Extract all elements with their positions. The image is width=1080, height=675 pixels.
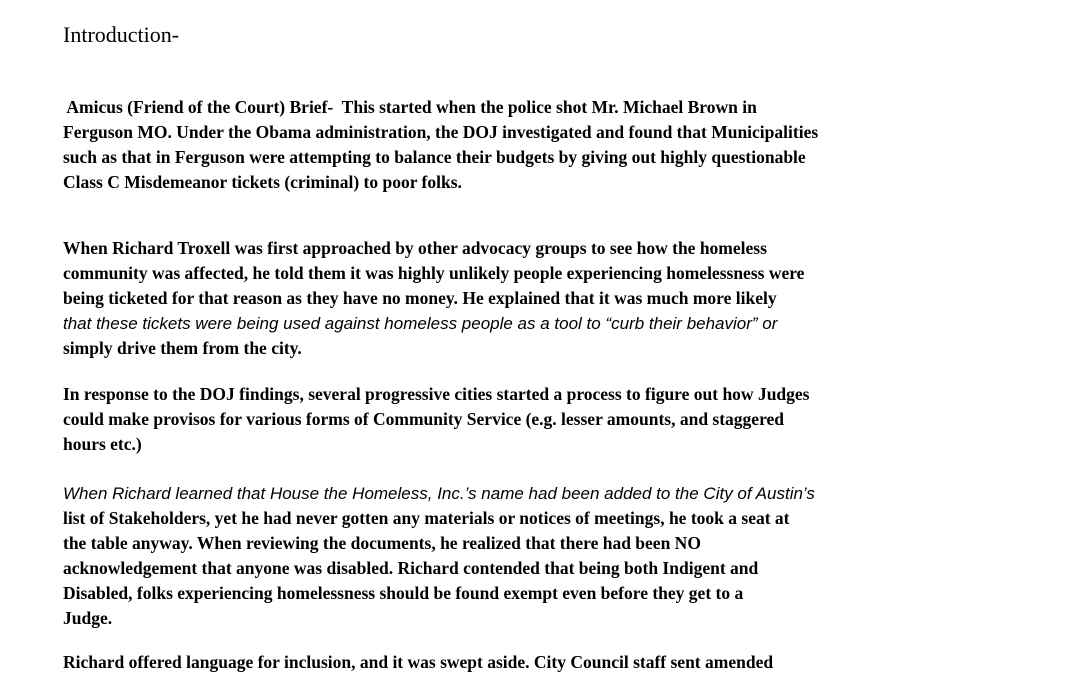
- paragraph-line: Class C Misdemeanor tickets (criminal) to poor folks.: [63, 172, 462, 192]
- paragraph-amicus-brief: [63, 95, 1023, 195]
- paragraph-line: list of Stakeholders, yet he had never gotten any materials or notices of meetings, he took a seat at: [63, 508, 790, 528]
- paragraph-line: community was affected, he told them it was highly unlikely people experiencing homelessness were: [63, 263, 805, 283]
- paragraph-line: Judge.: [63, 608, 113, 628]
- paragraph-line: Ferguson MO. Under the Obama administration, the DOJ investigated and found that Municipalities: [63, 122, 819, 142]
- paragraph-line: being ticketed for that reason as they have no money. He explained that it was much more likely: [63, 288, 777, 308]
- paragraph-language-offered: [63, 650, 1023, 675]
- paragraph-line: simply drive them from the city.: [63, 338, 302, 358]
- paragraph-line: Disabled, folks experiencing homelessness should be found exempt even before they get to a: [63, 583, 744, 603]
- paragraph-line: that these tickets were being used against homeless people as a tool to “curb their behavior” or: [63, 314, 778, 333]
- paragraph-line: could make provisos for various forms of Community Service (e.g. lesser amounts, and staggered: [63, 409, 785, 429]
- paragraph-stakeholders: [63, 481, 1023, 631]
- paragraph-line: Richard offered language for inclusion, and it was swept aside. City Council staff sent amended: [63, 652, 774, 672]
- paragraph-line: such as that in Ferguson were attempting to balance their budgets by giving out highly questionable: [63, 147, 806, 167]
- paragraph-doj-findings: [63, 382, 1023, 457]
- paragraph-troxell-approached: [63, 236, 1023, 361]
- page-title: Introduction-: [63, 22, 180, 47]
- paragraph-line: In response to the DOJ findings, several progressive cities started a process to figure out how Judges: [63, 384, 810, 404]
- paragraph-line: acknowledgement that anyone was disabled. Richard contended that being both Indigent and: [63, 558, 759, 578]
- paragraph-line: the table anyway. When reviewing the documents, he realized that there had been NO: [63, 533, 701, 553]
- paragraph-line: When Richard Troxell was first approached by other advocacy groups to see how the homeless: [63, 238, 767, 258]
- paragraph-line: When Richard learned that House the Homeless, Inc.’s name had been added to the City of Austin’s: [63, 484, 815, 503]
- paragraph-line: hours etc.): [63, 434, 142, 454]
- paragraph-line: Amicus (Friend of the Court) Brief- This started when the police shot Mr. Michael Brown in: [63, 97, 757, 117]
